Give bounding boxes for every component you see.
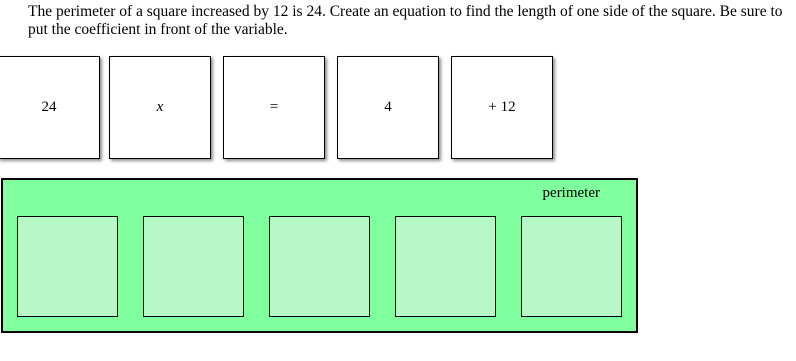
question-prompt [28,3,796,39]
tile-plus-12[interactable] [451,56,553,159]
drop-area-label: perimeter [542,185,600,201]
drop-slot-2[interactable] [143,216,244,317]
drop-slot-1[interactable] [17,216,118,317]
question-text-line-1: The perimeter of a square increased by 12 is 24. Create an equation to find the length of one side of the square. Be sure to [28,3,783,20]
tile-equals[interactable] [223,56,325,159]
tile-label: 24 [41,99,57,115]
question-text-line-2: put the coefficient in front of the variable. [28,21,288,38]
equation-drop-area[interactable] [1,178,638,333]
drop-slot-3[interactable] [269,216,370,317]
tile-label: = [269,99,279,115]
tile-4[interactable] [337,56,439,159]
tile-24[interactable] [0,56,100,159]
tile-variable-x[interactable] [109,56,211,159]
tile-label: x [156,99,164,115]
tile-label: + 12 [488,99,516,115]
drop-slot-4[interactable] [395,216,496,317]
drop-slot-5[interactable] [521,216,622,317]
tile-label: 4 [384,99,392,115]
